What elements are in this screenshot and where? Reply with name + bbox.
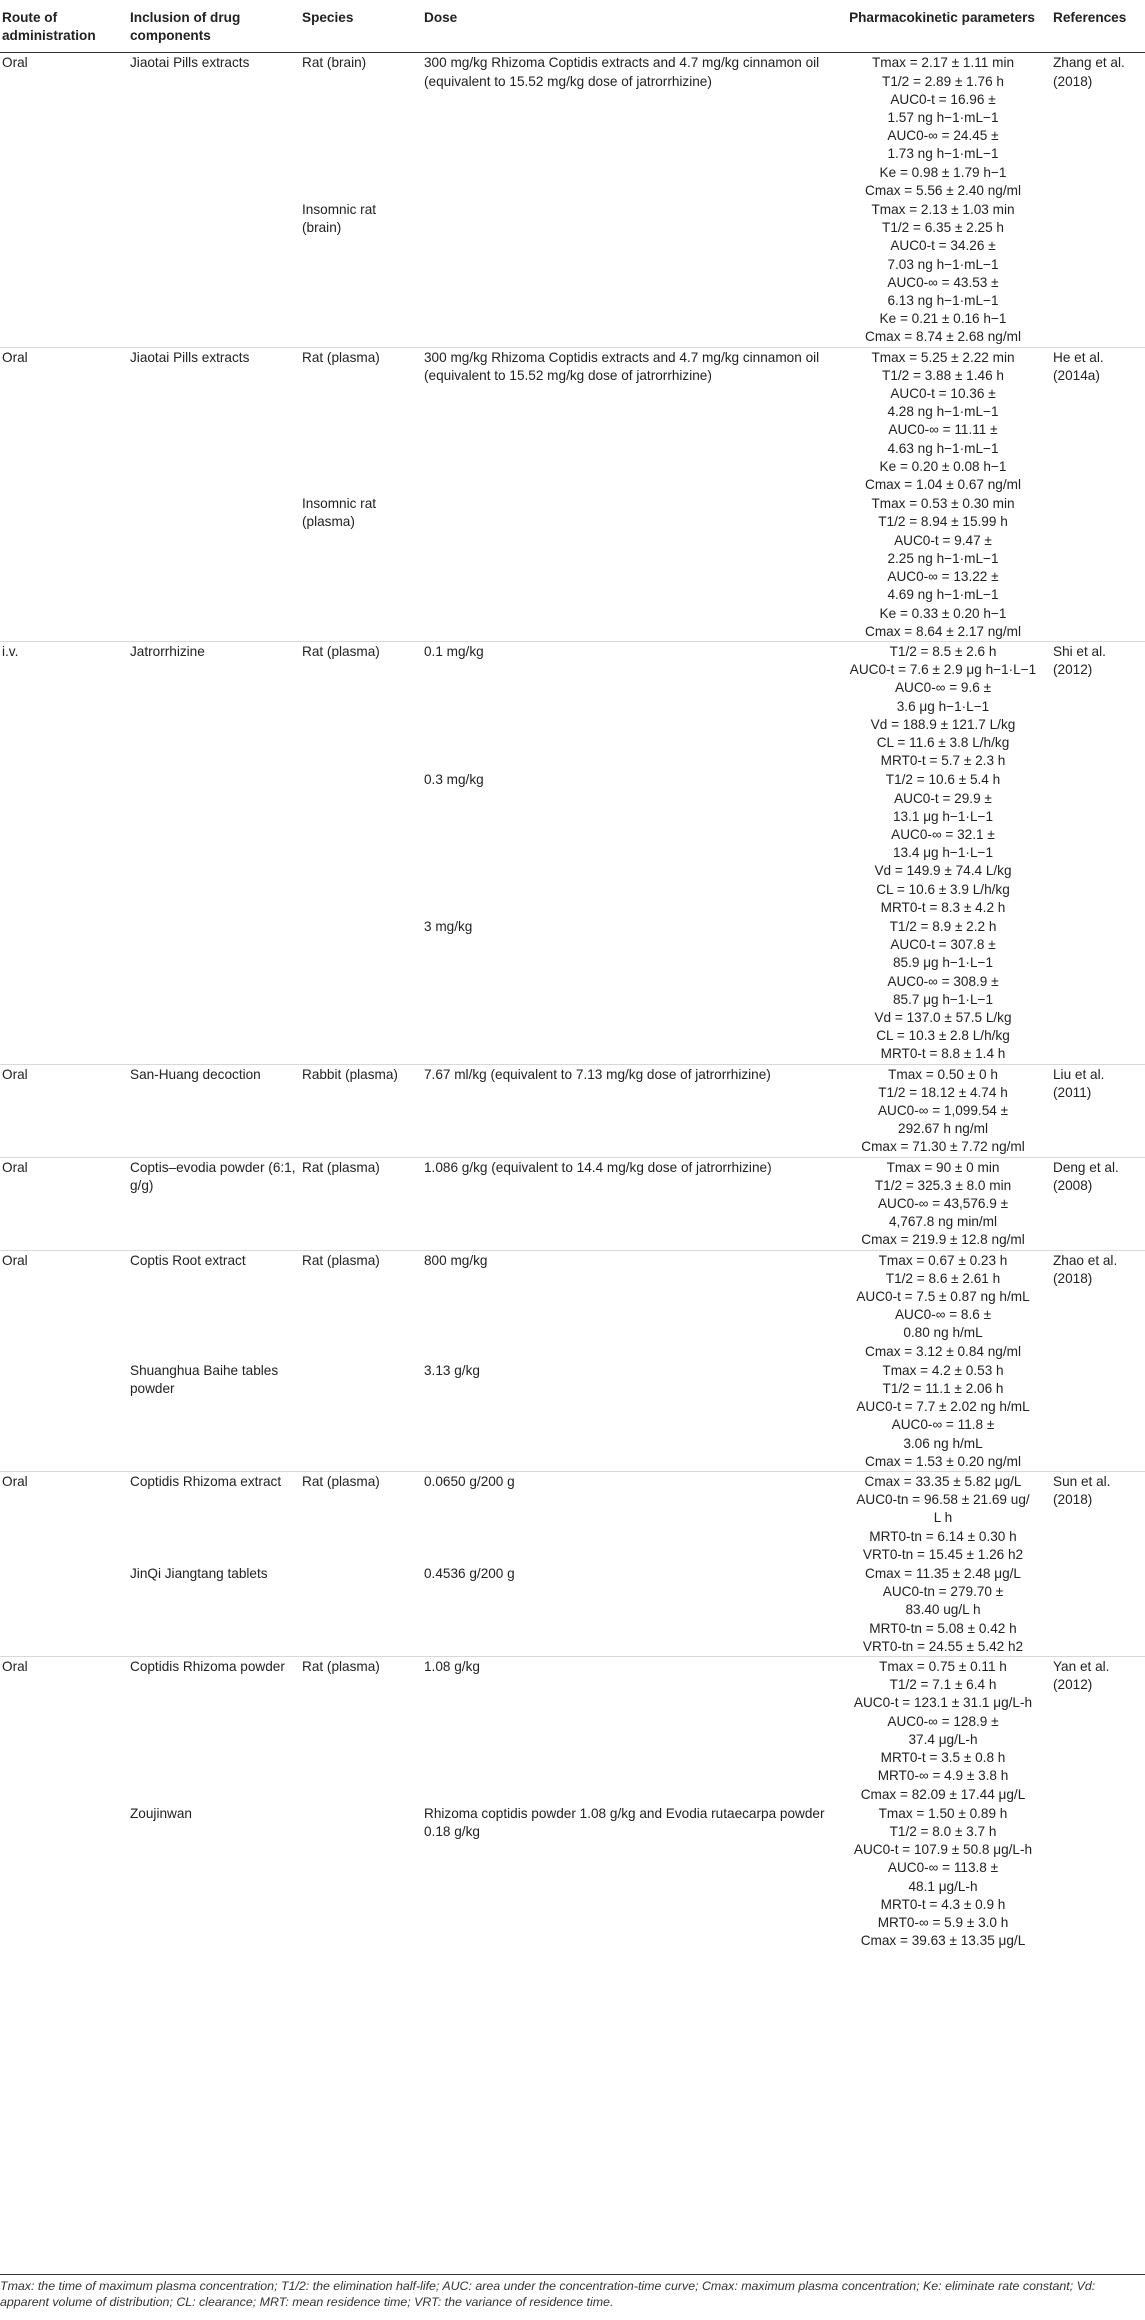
cell-pk-parameters [835,53,1051,200]
header-row [0,0,1145,53]
pk-parameter-line: MRT0-t = 8.3 ± 4.2 h [880,899,1006,915]
pk-parameter-line: MRT0-t = 5.7 ± 2.3 h [880,753,1006,769]
cell-route: Oral [0,1250,128,1361]
pk-parameter-line: AUC0-∞ = 11.8 ± [891,1417,995,1433]
cell-reference: Deng et al. (2008) [1051,1157,1145,1250]
pk-parameter-line: 13.1 μg h−1·L−1 [892,808,994,824]
cell-species: Rat (plasma) [300,347,422,494]
cell-drug-components: Shuanghua Baihe tables powder [130,1362,279,1397]
pk-parameter-line: Tmax = 2.17 ± 1.11 min [871,55,1015,71]
cell-dose: 0.4536 g/200 g [424,1566,515,1582]
pk-parameter-line: 4.69 ng h−1·mL−1 [887,587,999,603]
pk-parameter-line: 3.06 ng h/mL [903,1435,983,1451]
cell-species: Rat (brain) [300,53,422,200]
table-row [0,1564,1145,1657]
pk-parameter-line: 3.6 μg h−1·L−1 [896,698,990,714]
pk-parameter-line: T1/2 = 8.6 ± 2.61 h [885,1270,1001,1286]
cell-route [0,917,128,1064]
pk-parameter-line: T1/2 = 8.5 ± 2.6 h [889,643,997,659]
pk-parameter-line: MRT0-t = 4.3 ± 0.9 h [880,1896,1006,1912]
pk-parameter-line: MRT0-t = 8.8 ± 1.4 h [880,1046,1006,1062]
cell-drug-components: Coptidis Rhizoma powder [128,1657,300,1804]
table-row [0,1157,1145,1250]
pk-parameter-line: AUC0-t = 123.1 ± 31.1 μg/L-h [853,1695,1033,1711]
pk-parameter-line: 4.63 ng h−1·mL−1 [887,440,999,456]
cell-pk-parameters [835,1804,1051,1951]
pk-parameter-line: T1/2 = 11.1 ± 2.06 h [882,1381,1004,1397]
pk-parameter-line: AUC0-∞ = 8.6 ± [894,1307,992,1323]
cell-drug-components: Coptis Root extract [128,1250,300,1361]
cell-reference: Zhao et al. (2018) [1051,1250,1145,1361]
cell-pk-parameters [835,347,1051,494]
pk-parameter-line: Ke = 0.20 ± 0.08 h−1 [879,458,1007,474]
pk-parameter-line: Cmax = 1.04 ± 0.67 ng/ml [865,477,1021,493]
cell-drug-components: Zoujinwan [130,1805,192,1821]
cell-dose: Rhizoma coptidis powder 1.08 g/kg and Evodia rutaecarpa powder 0.18 g/kg [424,1805,825,1839]
cell-reference: Yan et al. (2012) [1051,1657,1145,1804]
cell-route: Oral [0,1064,128,1157]
pk-parameter-line: AUC0-t = 7.5 ± 0.87 ng h/mL [856,1289,1030,1305]
pk-parameter-line: Cmax = 11.35 ± 2.48 μg/L [865,1566,1021,1582]
cell-species: Rat (plasma) [300,1657,422,1804]
cell-route: i.v. [0,641,128,770]
cell-drug-components: JinQi Jiangtang tablets [130,1566,268,1582]
cell-route: Oral [0,1657,128,1804]
cell-drug-components: Jatrorrhizine [128,641,300,770]
table-body [0,53,1145,1950]
cell-dose: 0.0650 g/200 g [422,1472,835,1565]
table-row [0,1472,1145,1565]
cell-dose: 1.08 g/kg [422,1657,835,1804]
table-row [0,1250,1145,1361]
pk-parameter-line: AUC0-t = 34.26 ± [890,238,996,254]
pk-parameter-line: T1/2 = 3.88 ± 1.46 h [882,367,1004,383]
pk-parameter-line: Tmax = 90 ± 0 min [886,1159,1000,1175]
pk-parameter-line: T1/2 = 18.12 ± 4.74 h [878,1084,1008,1100]
pk-parameter-line: MRT0-tn = 5.08 ± 0.42 h [869,1620,1017,1636]
cell-drug-components [128,200,300,347]
cell-drug-components: San-Huang decoction [128,1064,300,1157]
cell-pk-parameters [835,1250,1051,1361]
cell-drug-components: Jiaotai Pills extracts [128,53,300,200]
pk-parameter-line: Cmax = 3.12 ± 0.84 ng/ml [865,1343,1021,1359]
pk-parameter-line: AUC0-t = 10.36 ± [890,386,996,402]
cell-dose [422,200,835,347]
pk-parameter-line: Tmax = 0.50 ± 0 h [888,1066,998,1082]
pk-parameter-line: Vd = 137.0 ± 57.5 L/kg [874,1009,1012,1025]
header-references: References [1051,0,1145,53]
pk-parameter-line: Tmax = 0.75 ± 0.11 h [879,1659,1007,1675]
pk-parameter-line: T1/2 = 6.35 ± 2.25 h [882,220,1004,236]
cell-reference [1051,1564,1145,1657]
header-route: Route of administration [0,0,128,53]
header-species: Species [300,0,422,53]
cell-drug-components [128,770,300,917]
pk-parameter-line: MRT0-t = 3.5 ± 0.8 h [880,1750,1006,1766]
cell-species: Rat (plasma) [300,1157,422,1250]
pk-parameter-line: T1/2 = 8.0 ± 3.7 h [889,1823,997,1839]
cell-dose: 300 mg/kg Rhizoma Coptidis extracts and 4.7 mg/kg cinnamon oil (equivalent to 15.52 mg/kg dose of jatrorrhizine) [422,347,835,494]
pk-parameter-line: AUC0-t = 7.7 ± 2.02 ng h/mL [856,1399,1030,1415]
pk-parameter-line: AUC0-∞ = 24.45 ± [887,128,999,144]
cell-species [300,1804,422,1951]
cell-route: Oral [0,1472,128,1565]
cell-species [300,917,422,1064]
cell-drug-components [128,917,300,1064]
cell-dose: 300 mg/kg Rhizoma Coptidis extracts and 4.7 mg/kg cinnamon oil (equivalent to 15.52 mg/kg dose of jatrorrhizine) [422,53,835,200]
pk-parameter-line: 4.28 ng h−1·mL−1 [887,404,999,420]
pk-parameter-line: AUC0-t = 16.96 ± [890,91,996,107]
pk-parameter-line: AUC0-tn = 279.70 ± [882,1584,1004,1600]
pk-parameter-line: 2.25 ng h−1·mL−1 [887,550,999,566]
pk-parameter-line: AUC0-∞ = 113.8 ± [887,1860,999,1876]
pk-parameter-line: Tmax = 1.50 ± 0.89 h [878,1805,1008,1821]
pk-parameter-line: Ke = 0.33 ± 0.20 h−1 [879,605,1007,621]
pk-parameter-line: Cmax = 8.64 ± 2.17 ng/ml [865,623,1021,639]
pk-parameter-line: AUC0-∞ = 1,099.54 ± [877,1102,1009,1118]
table-row [0,53,1145,200]
pk-parameter-line: CL = 10.3 ± 2.8 L/h/kg [876,1028,1010,1044]
cell-dose: 0.1 mg/kg [422,641,835,770]
pk-parameter-line: AUC0-∞ = 128.9 ± [887,1713,999,1729]
cell-dose: 800 mg/kg [422,1250,835,1361]
table-footnote [0,2278,1140,2310]
cell-pk-parameters [835,200,1051,347]
pk-parameter-line: T1/2 = 7.1 ± 6.4 h [889,1677,997,1693]
table-header [0,0,1145,53]
pk-parameter-line: Cmax = 219.9 ± 12.8 ng/ml [861,1232,1025,1248]
cell-drug-components: Jiaotai Pills extracts [128,347,300,494]
pk-parameter-line: 85.9 μg h−1·L−1 [892,955,994,971]
pk-parameter-line: T1/2 = 2.89 ± 1.76 h [882,73,1004,89]
pk-parameter-line: Cmax = 1.53 ± 0.20 ng/ml [865,1453,1021,1469]
cell-dose: 1.086 g/kg (equivalent to 14.4 mg/kg dose of jatrorrhizine) [422,1157,835,1250]
pk-parameter-line: Vd = 149.9 ± 74.4 L/kg [874,863,1012,879]
cell-species: Rat (plasma) [300,1250,422,1361]
pk-parameter-line: CL = 10.6 ± 3.9 L/h/kg [876,881,1010,897]
cell-species: Rabbit (plasma) [300,1064,422,1157]
cell-reference [1051,1804,1145,1951]
table-row [0,200,1145,347]
header-dose: Dose [422,0,835,53]
pk-parameter-line: T1/2 = 325.3 ± 8.0 min [874,1177,1012,1193]
cell-pk-parameters [835,1361,1051,1472]
pk-parameter-line: MRT0-∞ = 5.9 ± 3.0 h [877,1914,1009,1930]
pk-parameter-line: MRT0-∞ = 4.9 ± 3.8 h [877,1768,1009,1784]
cell-reference: Zhang et al. (2018) [1051,53,1145,200]
pk-parameter-line: AUC0-∞ = 13.22 ± [887,569,999,585]
pk-parameter-line: AUC0-∞ = 32.1 ± [891,826,995,842]
cell-species [300,1564,422,1657]
cell-pk-parameters [835,494,1051,641]
pk-parameter-line: AUC0-∞ = 43.53 ± [887,274,999,290]
pk-parameter-line: Tmax = 4.2 ± 0.53 h [882,1362,1004,1378]
cell-dose: 3.13 g/kg [424,1362,480,1378]
cell-reference: Sun et al. (2018) [1051,1472,1145,1565]
pk-parameter-line: Vd = 188.9 ± 121.7 L/kg [870,716,1016,732]
cell-pk-parameters [835,1564,1051,1657]
cell-reference [1051,200,1145,347]
cell-pk-parameters [835,770,1051,917]
cell-dose: 0.3 mg/kg [424,772,484,788]
cell-species: Rat (plasma) [300,641,422,770]
cell-route [0,494,128,641]
table-row [0,770,1145,917]
pk-parameter-line: VRT0-tn = 15.45 ± 1.26 h2 [862,1546,1024,1562]
cell-route: Oral [0,1157,128,1250]
pk-parameter-line: AUC0-t = 9.47 ± [894,532,992,548]
cell-reference [1051,494,1145,641]
pk-parameter-line: AUC0-t = 307.8 ± [890,937,996,953]
pk-parameter-line: 83.40 ug/L h [905,1602,981,1618]
cell-pk-parameters [835,1157,1051,1250]
cell-dose: 7.67 ml/kg (equivalent to 7.13 mg/kg dose of jatrorrhizine) [422,1064,835,1157]
pk-parameter-line: AUC0-∞ = 11.11 ± [888,422,998,438]
cell-reference: Liu et al. (2011) [1051,1064,1145,1157]
table-row [0,494,1145,641]
cell-route [0,200,128,347]
pk-parameter-line: 37.4 μg/L-h [908,1731,978,1747]
footnote-divider [0,2274,1145,2275]
cell-route: Oral [0,53,128,200]
pk-parameter-line: 292.67 h ng/ml [898,1121,988,1137]
pk-parameter-line: Ke = 0.21 ± 0.16 h−1 [879,311,1007,327]
header-pk-parameters: Pharmacokinetic parameters [835,0,1051,53]
table-row [0,347,1145,494]
table-row [0,917,1145,1064]
table-row [0,1064,1145,1157]
pk-parameter-line: L h [933,1510,953,1526]
pk-parameter-line: Tmax = 0.67 ± 0.23 h [878,1252,1008,1268]
pk-parameter-line: 6.13 ng h−1·mL−1 [887,293,999,309]
pk-parameter-line: T1/2 = 10.6 ± 5.4 h [885,772,1001,788]
pk-parameter-line: VRT0-tn = 24.55 ± 5.42 h2 [862,1638,1024,1654]
cell-route: Oral [0,347,128,494]
cell-pk-parameters [835,917,1051,1064]
cell-route [0,1361,128,1472]
pk-parameter-line: Cmax = 71.30 ± 7.72 ng/ml [861,1139,1025,1155]
pk-parameter-line: AUC0-∞ = 43,576.9 ± [877,1196,1009,1211]
cell-pk-parameters [835,641,1051,770]
table-row [0,1361,1145,1472]
table-row [0,641,1145,770]
pk-parameter-line: Tmax = 5.25 ± 2.22 min [871,349,1015,365]
cell-reference: He et al. (2014a) [1051,347,1145,494]
pk-parameter-line: AUC0-∞ = 308.9 ± [887,973,999,989]
header-drug-components: Inclusion of drug components [128,0,300,53]
pk-parameter-line: Ke = 0.98 ± 1.79 h−1 [879,164,1007,180]
cell-species: Insomnic rat (brain) [302,202,377,236]
pk-parameter-line: 1.73 ng h−1·mL−1 [887,146,999,162]
pk-parameter-line: 85.7 μg h−1·L−1 [892,991,994,1007]
cell-route [0,1564,128,1657]
cell-dose [422,494,835,641]
pk-parameter-line: T1/2 = 8.9 ± 2.2 h [889,918,997,934]
pk-parameter-line: Tmax = 2.13 ± 1.03 min [871,202,1015,218]
cell-pk-parameters [835,1657,1051,1804]
pk-parameter-line: CL = 11.6 ± 3.8 L/h/kg [876,734,1010,750]
pk-parameter-line: T1/2 = 8.94 ± 15.99 h [878,514,1008,530]
cell-reference [1051,1361,1145,1472]
pk-parameter-line: 7.03 ng h−1·mL−1 [887,256,999,272]
table-row [0,1804,1145,1951]
cell-dose: 3 mg/kg [424,918,473,934]
cell-reference [1051,917,1145,1064]
cell-drug-components: Coptidis Rhizoma extract [128,1472,300,1565]
pk-parameter-line: Cmax = 5.56 ± 2.40 ng/ml [865,182,1021,198]
table-row [0,1657,1145,1804]
pk-parameter-line: Tmax = 0.53 ± 0.30 min [871,496,1015,512]
cell-species [300,1361,422,1472]
cell-reference [1051,770,1145,917]
cell-species: Rat (plasma) [300,1472,422,1565]
pk-parameter-line: 48.1 μg/L-h [908,1878,978,1894]
pk-parameter-line: 0.80 ng h/mL [903,1325,983,1341]
pk-parameter-line: AUC0-t = 107.9 ± 50.8 μg/L-h [853,1842,1033,1858]
cell-drug-components [128,494,300,641]
cell-route [0,1804,128,1951]
pk-parameter-line: AUC0-tn = 96.58 ± 21.69 ug/ [856,1492,1030,1508]
pk-parameter-line: Cmax = 39.63 ± 13.35 μg/L [860,1933,1026,1949]
footnote-text: Tmax: the time of maximum plasma concentration; T1/2: the elimination half-life; AUC: area under the concentration-time curve; Cmax: maximum plasma concentration; Ke: eliminate rate constant; Vd: apparent volume of distribution; CL: clearance; MRT: mean residence time; VRT: the variance of residence time. [0,2279,1096,2309]
pk-parameter-line: 4,767.8 ng min/ml [888,1214,998,1230]
pk-parameter-line: AUC0-t = 7.6 ± 2.9 μg h−1·L−1 [849,662,1037,678]
pk-parameter-line: Cmax = 82.09 ± 17.44 μg/L [860,1786,1026,1802]
pk-parameter-line: 13.4 μg h−1·L−1 [892,845,994,861]
cell-species [300,770,422,917]
cell-pk-parameters [835,1064,1051,1157]
pk-parameter-line: AUC0-∞ = 9.6 ± [894,680,992,696]
cell-route [0,770,128,917]
cell-species: Insomnic rat (plasma) [302,496,377,530]
cell-drug-components: Coptis–evodia powder (6:1, g/g) [128,1157,300,1250]
pk-parameter-line: Cmax = 8.74 ± 2.68 ng/ml [865,329,1021,345]
pk-parameter-line: Cmax = 33.35 ± 5.82 μg/L [864,1474,1022,1490]
cell-reference: Shi et al. (2012) [1051,641,1145,770]
pk-parameter-line: MRT0-tn = 6.14 ± 0.30 h [869,1528,1017,1544]
pk-parameter-line: AUC0-t = 29.9 ± [894,790,992,806]
pk-parameter-line: 1.57 ng h−1·mL−1 [887,110,999,126]
cell-pk-parameters [835,1472,1051,1565]
